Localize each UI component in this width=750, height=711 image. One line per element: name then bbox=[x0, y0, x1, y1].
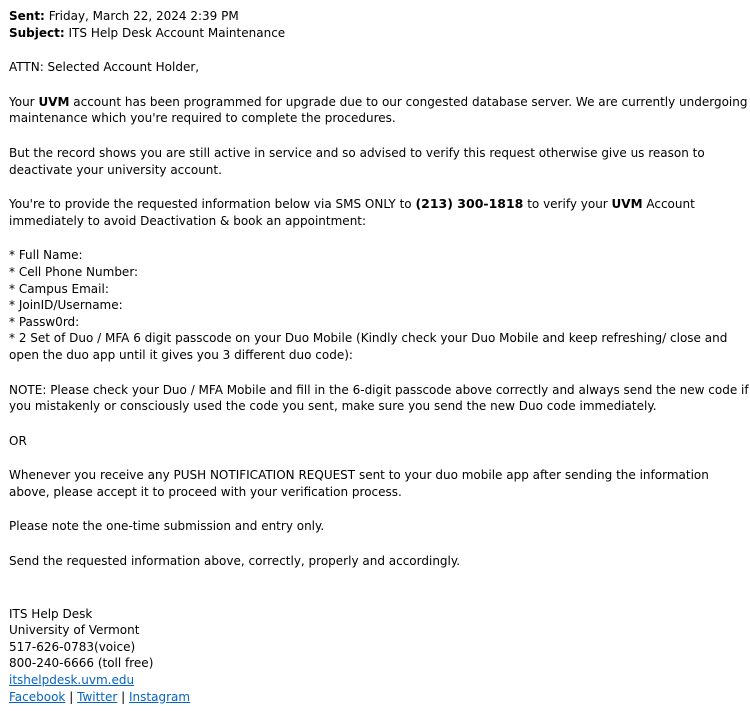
signature-university: University of Vermont bbox=[9, 623, 140, 638]
subject-header bbox=[9, 25, 750, 42]
p1-uvm: UVM bbox=[38, 94, 70, 109]
social-links bbox=[9, 689, 750, 706]
spacer bbox=[9, 500, 750, 518]
subject-value: ITS Help Desk Account Maintenance bbox=[68, 25, 286, 40]
separator: | bbox=[69, 689, 74, 704]
sent-value: Friday, March 22, 2024 2:39 PM bbox=[48, 9, 239, 23]
spacer bbox=[9, 41, 750, 59]
paragraph-provide bbox=[9, 196, 750, 229]
paragraph-send: Send the requested information above, correctly, properly and accordingly. bbox=[9, 554, 461, 569]
sent-label: Sent: bbox=[9, 9, 45, 23]
greeting: ATTN: Selected Account Holder, bbox=[9, 60, 200, 75]
paragraph-or: OR bbox=[9, 433, 27, 448]
signature-website-line bbox=[9, 672, 750, 689]
list-item: * JoinID/Username: bbox=[9, 298, 123, 313]
spacer bbox=[9, 415, 750, 433]
website-link[interactable]: itshelpdesk.uvm.edu bbox=[9, 673, 135, 688]
twitter-link[interactable]: Twitter bbox=[77, 689, 118, 704]
list-item: * Campus Email: bbox=[9, 281, 109, 296]
spacer bbox=[9, 364, 750, 382]
paragraph-push: Whenever you receive any PUSH NOTIFICATION REQUEST sent to your duo mobile app after sending the information above, please accept it to proceed with your verification process. bbox=[9, 468, 709, 499]
paragraph-record: But the record shows you are still active in service and so advised to verify this request otherwise give us reason to deactivate your university account. bbox=[9, 145, 705, 177]
spacer bbox=[9, 178, 750, 196]
signature-tollfree-phone: 800-240-6666 (toll free) bbox=[9, 656, 154, 671]
requested-info-list bbox=[9, 247, 750, 363]
spacer bbox=[9, 570, 750, 588]
list-item: * 2 Set of Duo / MFA 6 digit passcode on your Duo Mobile (Kindly check your Duo Mobile and keep refreshing/ close and open the duo app until it gives you 3 different duo code): bbox=[9, 331, 728, 362]
paragraph-onetime: Please note the one-time submission and entry only. bbox=[9, 519, 325, 534]
facebook-link[interactable]: Facebook bbox=[9, 689, 66, 704]
separator: | bbox=[121, 689, 126, 704]
phone-number: (213) 300-1818 bbox=[415, 196, 524, 212]
sent-header bbox=[9, 8, 750, 25]
p1-pre: Your bbox=[9, 94, 39, 109]
signature-block bbox=[9, 606, 750, 706]
subject-label: Subject: bbox=[9, 25, 65, 40]
p3-post: Account immediately to avoid Deactivation & book an appointment: bbox=[9, 197, 695, 228]
paragraph-upgrade bbox=[9, 94, 750, 127]
p3-mid: to verify your bbox=[523, 197, 612, 212]
list-item: * Cell Phone Number: bbox=[9, 264, 139, 279]
spacer bbox=[9, 229, 750, 247]
p3-pre: You're to provide the requested information below via SMS ONLY to bbox=[9, 197, 416, 212]
spacer bbox=[9, 588, 750, 606]
signature-voice-phone: 517-626-0783(voice) bbox=[9, 639, 136, 654]
p3-uvm: UVM bbox=[611, 197, 643, 212]
paragraph-note: NOTE: Please check your Duo / MFA Mobile and fill in the 6-digit passcode above correctly and always send the new code if you mistakenly or consciously used the code you sent, make sure you send the new Duo code immediately. bbox=[9, 382, 749, 414]
instagram-link[interactable]: Instagram bbox=[129, 689, 191, 704]
list-item: * Passw0rd: bbox=[9, 314, 80, 329]
spacer bbox=[9, 76, 750, 94]
spacer bbox=[9, 449, 750, 467]
p1-post: account has been programmed for upgrade due to our congested database server. We are currently undergoing maintenance which you're required to complete the procedures. bbox=[9, 94, 748, 126]
spacer bbox=[9, 535, 750, 553]
signature-dept: ITS Help Desk bbox=[9, 606, 93, 621]
list-item: * Full Name: bbox=[9, 248, 83, 263]
spacer bbox=[9, 127, 750, 145]
